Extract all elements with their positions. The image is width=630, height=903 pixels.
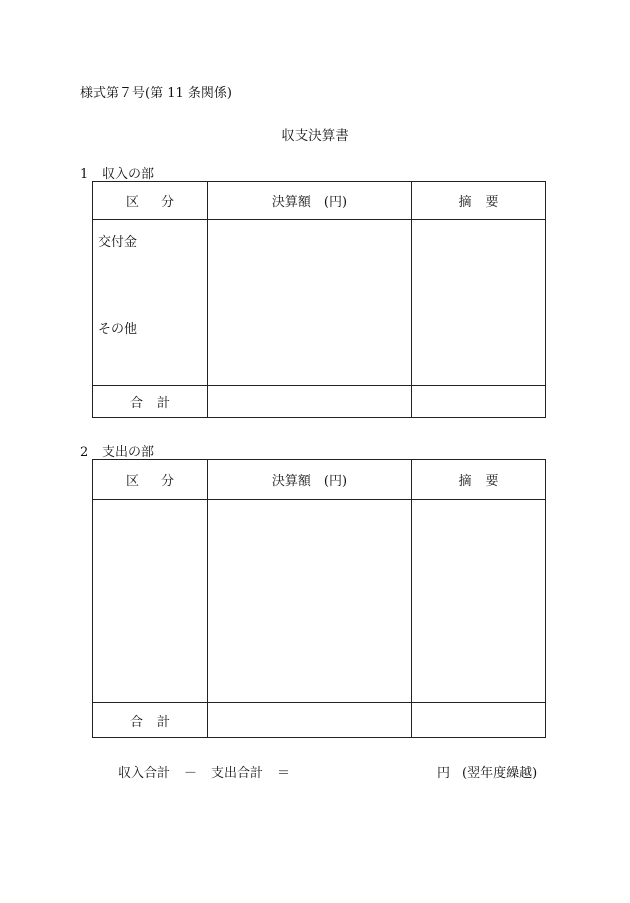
income-table [92,181,546,418]
expense-body-row [93,500,546,703]
expense-header-amount: 決算額 (円) [208,460,412,500]
summary-income-total: 収入合計 [118,766,171,781]
income-total-row [93,386,546,418]
income-total-amount-cell[interactable] [208,386,412,418]
document-title: 収支決算書 [281,128,349,144]
expense-remarks-cell[interactable] [412,500,546,703]
expense-table [92,459,546,738]
summary-yen: 円 [437,766,451,781]
income-header-row [93,182,546,220]
expense-section-label: 支出の部 [102,445,155,460]
expense-header-category: 区 分 [93,460,208,500]
income-total-remarks-cell[interactable] [412,386,546,418]
income-remarks-cell[interactable] [412,220,546,386]
expense-header-remarks: 摘 要 [412,460,546,500]
expense-total-label: 合 計 [93,703,208,738]
expense-section-number: 2 [80,445,89,460]
income-section-number: 1 [80,167,89,182]
expense-header-row [93,460,546,500]
income-section-heading [80,163,154,182]
income-item-other: その他 [98,322,138,337]
income-body-row [93,220,546,386]
form-number: 様式第７号(第 11 条関係) [80,86,232,101]
expense-total-remarks-cell[interactable] [412,703,546,738]
expense-section-heading [80,441,154,460]
income-header-amount: 決算額 (円) [208,182,412,220]
balance-summary [118,762,290,781]
income-category-cell[interactable] [93,220,208,386]
income-amount-cell[interactable] [208,220,412,386]
expense-total-amount-cell[interactable] [208,703,412,738]
balance-result [437,762,537,781]
expense-amount-cell[interactable] [208,500,412,703]
income-section-label: 収入の部 [102,167,155,182]
expense-total-row [93,703,546,738]
summary-minus: － [184,766,198,781]
income-item-grant: 交付金 [98,235,138,250]
summary-expense-total: 支出合計 [211,766,264,781]
summary-carryover: (翌年度繰越) [462,766,538,781]
expense-category-cell[interactable] [93,500,208,703]
income-total-label: 合 計 [93,386,208,418]
income-header-remarks: 摘 要 [412,182,546,220]
summary-equals: ＝ [277,766,291,781]
income-header-category: 区 分 [93,182,208,220]
